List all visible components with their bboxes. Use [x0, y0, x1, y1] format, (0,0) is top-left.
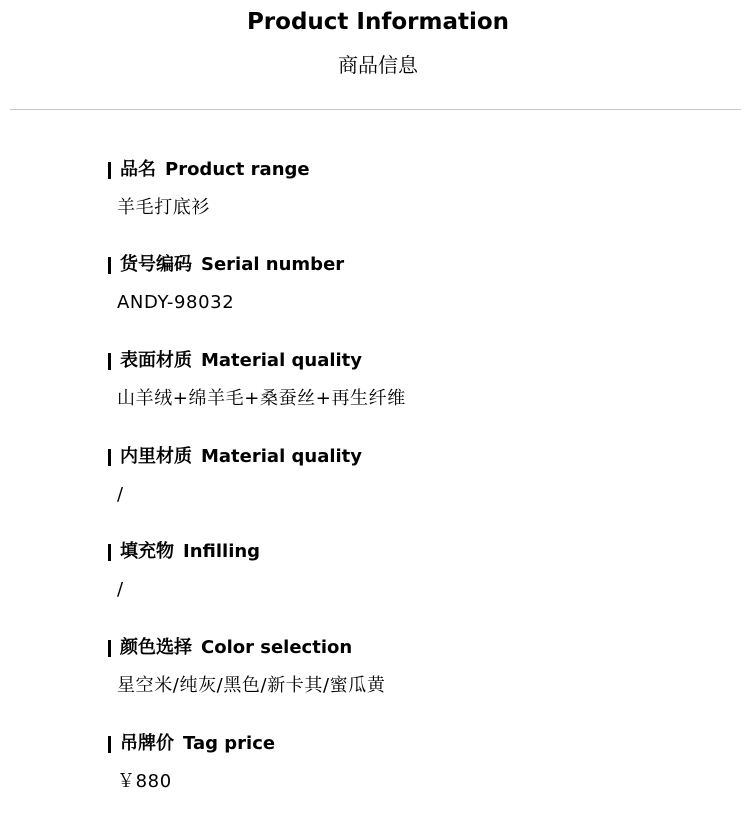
label-bar	[108, 353, 111, 370]
label-cn: 吊牌价	[120, 733, 174, 754]
label-cn: 表面材质	[120, 350, 192, 371]
label-en: Product range	[165, 159, 310, 180]
label-cn: 货号编码	[120, 254, 192, 275]
field-label	[108, 444, 362, 470]
field-infilling	[108, 539, 728, 619]
field-value: /	[117, 484, 124, 505]
label-cn: 填充物	[120, 541, 174, 562]
field-value: ￥880	[117, 771, 172, 792]
label-cn: 内里材质	[120, 446, 192, 467]
label-bar	[108, 257, 111, 274]
label-cn: 品名	[120, 159, 156, 180]
label-en: Tag price	[183, 733, 276, 754]
label-bar	[108, 544, 111, 561]
field-label	[108, 348, 362, 374]
field-label	[108, 252, 344, 278]
field-lining-material	[108, 444, 728, 524]
label-en: Infilling	[183, 541, 261, 562]
page-title: Product Information	[246, 9, 510, 35]
label-en: Material quality	[201, 350, 363, 371]
field-product-range	[108, 157, 728, 237]
header-divider	[10, 109, 741, 110]
field-value: 星空米/纯灰/黑色/新卡其/蜜瓜黄	[117, 675, 386, 696]
field-value: ANDY-98032	[117, 292, 235, 313]
field-value: 羊毛打底衫	[117, 197, 210, 218]
label-en: Serial number	[201, 254, 345, 275]
label-bar	[108, 736, 111, 753]
label-bar	[108, 449, 111, 466]
field-label	[108, 157, 310, 183]
label-bar	[108, 162, 111, 179]
field-value: /	[117, 579, 124, 600]
page-subtitle: 商品信息	[338, 53, 418, 77]
field-value: 山羊绒+绵羊毛+桑蚕丝+再生纤维	[117, 388, 406, 409]
field-label	[108, 635, 352, 661]
label-en: Color selection	[201, 637, 353, 658]
label-cn: 颜色选择	[120, 637, 192, 658]
field-serial-number	[108, 252, 728, 332]
field-color-selection	[108, 635, 728, 715]
field-label	[108, 731, 275, 757]
label-en: Material quality	[201, 446, 363, 467]
field-tag-price	[108, 731, 728, 811]
field-surface-material	[108, 348, 728, 428]
field-label	[108, 539, 260, 565]
label-bar	[108, 640, 111, 657]
